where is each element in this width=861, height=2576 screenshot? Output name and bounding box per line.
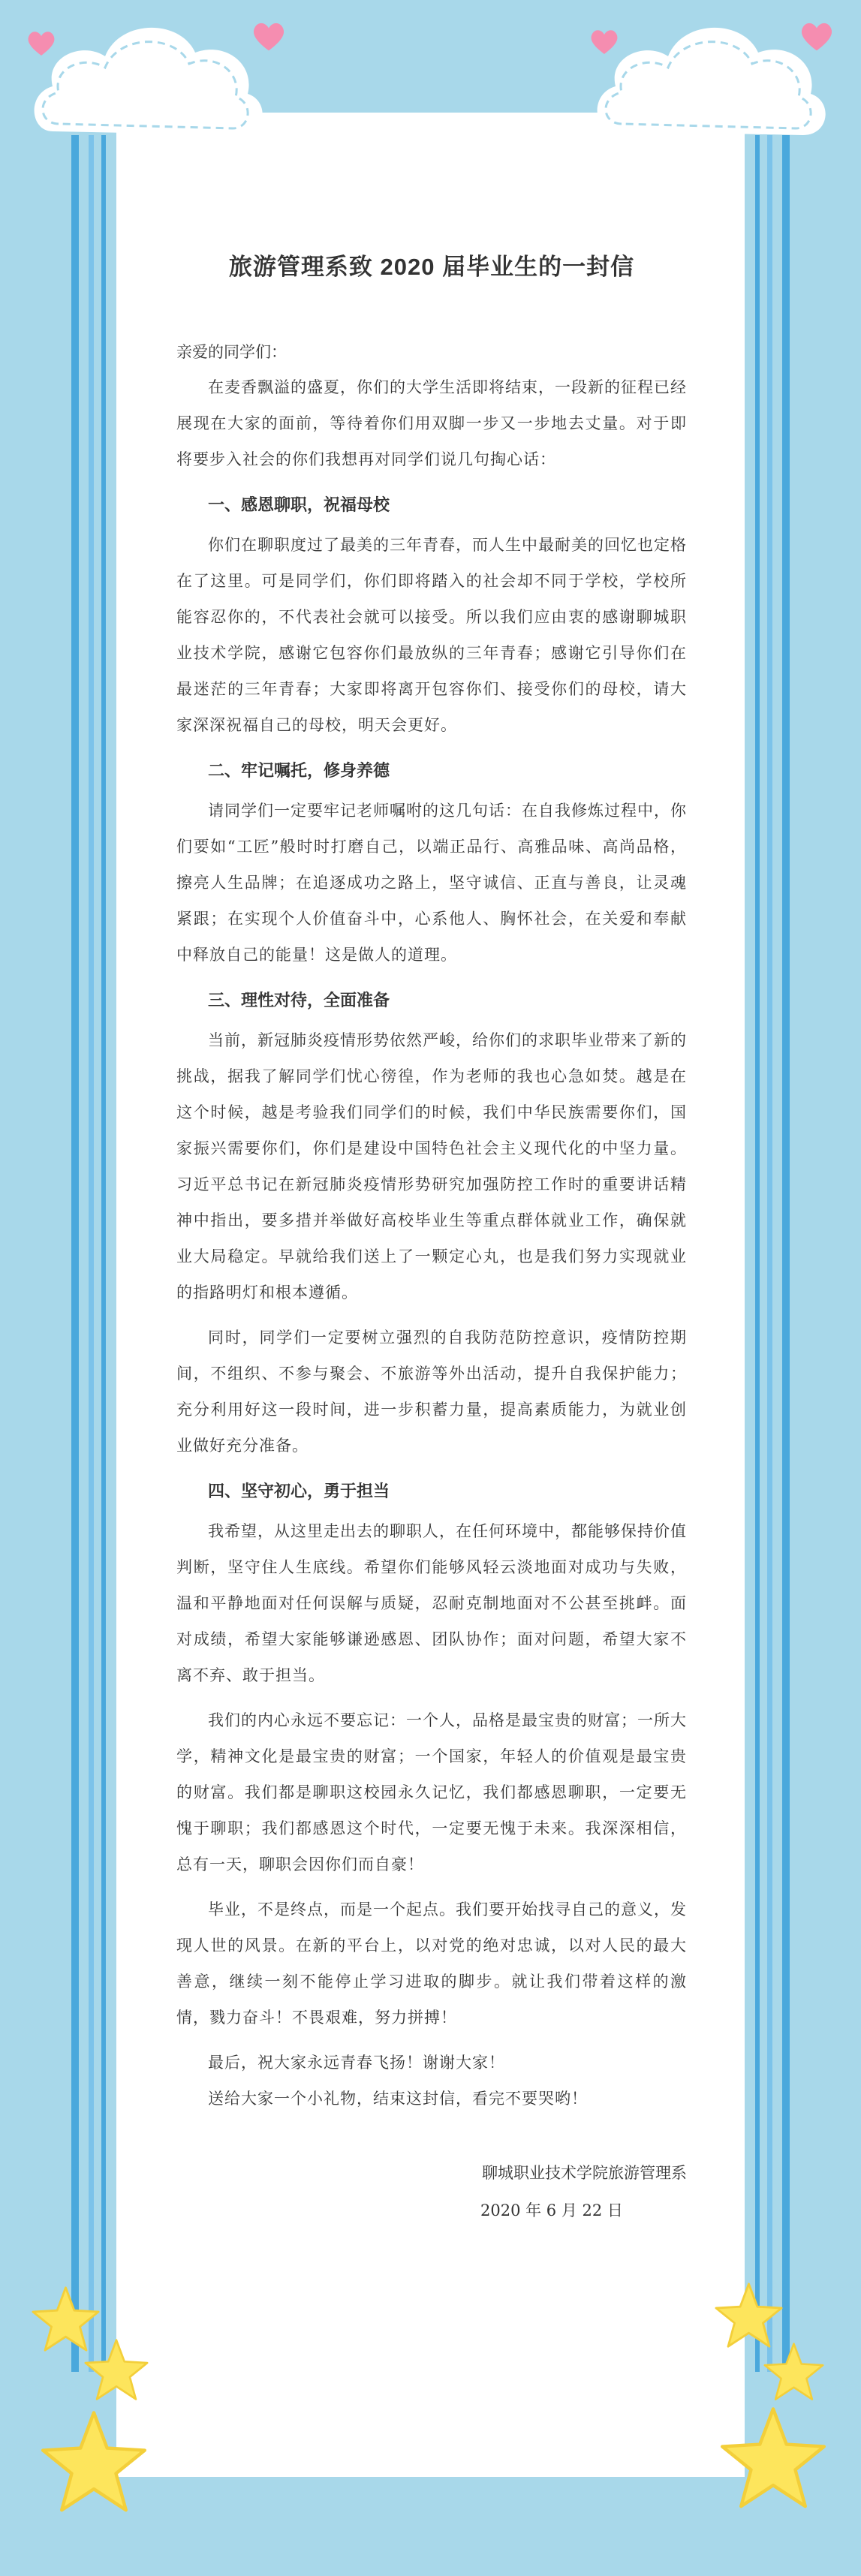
right-stripe-outer	[782, 135, 790, 2372]
section-heading: 四、坚守初心，勇于担当	[208, 1482, 390, 1500]
section-paragraph: 当前，新冠肺炎疫情形势依然严峻，给你们的求职毕业带来了新的挑战，据我了解同学们忧心徬徨，作为老师的我也心急如焚。越是在这个时候，越是考验我们同学们的时候，我们中华民族需要你们，国家振兴需要你们，你们是建设中国特色社会主义现代化的中坚力量。习近平总书记在新冠肺炎疫情形势研究加强防控工作时的重要讲话精神中指出，要多措并举做好高校毕业生等重点群体就业工作，确保就业大局稳定。早就给我们送上了一颗定心丸，也是我们努力实现就业的指路明灯和根本遵循。	[176, 1031, 687, 1302]
right-stripe-middle	[767, 135, 772, 2372]
left-stripe-inner	[101, 135, 106, 2372]
section-paragraph: 我们的内心永远不要忘记：一个人，品格是最宝贵的财富；一所大学，精神文化是最宝贵的财富；一个国家，年轻人的价值观是最宝贵的财富。我们都是聊职这校园永久记忆，我们都感恩聊职，一定要无愧于聊职；我们都感恩这个时代，一定要无愧于未来。我深深相信，总有一天，聊职会因你们而自豪！	[176, 1711, 687, 1873]
cloud-icon	[586, 11, 833, 169]
heart-icon	[26, 30, 56, 57]
signature: 聊城职业技术学院旅游管理系	[482, 2164, 687, 2182]
heart-icon	[799, 21, 834, 53]
section-heading: 二、牢记嘱托，修身养德	[208, 761, 390, 780]
letter-date: 2020 年 6 月 22 日	[480, 2201, 623, 2219]
left-stripe-outer	[71, 135, 79, 2372]
left-stripe-middle	[89, 135, 94, 2372]
section-paragraph: 最后，祝大家永远青春飞扬！谢谢大家！	[208, 2054, 505, 2072]
section-paragraph: 同时，同学们一定要树立强烈的自我防范防控意识，疫情防控期间，不组织、不参与聚会、不旅游等外出活动，提升自我保护能力；充分利用好这一段时间，进一步积蓄力量，提高素质能力，为就业创业做好充分准备。	[176, 1329, 687, 1455]
greeting: 亲爱的同学们：	[176, 343, 287, 361]
right-stripe-inner	[755, 135, 760, 2372]
section-heading: 一、感恩聊职，祝福母校	[208, 495, 390, 514]
section-heading: 三、理性对待，全面准备	[208, 991, 390, 1010]
star-icon	[83, 2338, 150, 2402]
star-icon	[762, 2342, 826, 2402]
letter-content	[176, 248, 687, 2229]
section-paragraph: 毕业，不是终点，而是一个起点。我们要开始找寻自己的意义，发现人世的风景。在新的平台上，以对党的绝对忠诚，以对人民的最大善意，继续一刻不能停止学习进取的脚步。就让我们带着这样的激情，戮力奋斗！不畏艰难，努力拼搏！	[176, 1900, 687, 2027]
star-icon	[38, 2409, 150, 2514]
star-icon	[717, 2406, 829, 2511]
section-paragraph: 你们在聊职度过了最美的三年青春，而人生中最耐美的回忆也定格在了这里。可是同学们，你们即将踏入的社会却不同于学校，学校所能容忍你的，不代表社会就可以接受。所以我们应由衷的感谢聊城职业技术学院，感谢它包容你们最放纵的三年青春；感谢它引导你们在最迷茫的三年青春；大家即将离开包容你们、接受你们的母校，请大家深深祝福自己的母校，明天会更好。	[176, 536, 687, 734]
star-icon	[713, 2282, 784, 2349]
section-paragraph: 我希望，从这里走出去的聊职人，在任何环境中，都能够保持价值判断，坚守住人生底线。希望你们能够风轻云淡地面对成功与失败，温和平静地面对任何误解与质疑，忍耐克制地面对不公甚至挑衅。面对成绩，希望大家能够谦逊感恩、团队协作；面对问题，希望大家不离不弃、敢于担当。	[176, 1522, 687, 1684]
section-paragraph: 送给大家一个小礼物，结束这封信，看完不要哭哟！	[208, 2090, 588, 2108]
intro-paragraph: 在麦香飘溢的盛夏，你们的大学生活即将结束，一段新的征程已经展现在大家的面前，等待着你们用双脚一步又一步地去丈量。对于即将要步入社会的你们我想再对同学们说几句掏心话：	[176, 378, 687, 468]
section-paragraph: 请同学们一定要牢记老师嘱咐的这几句话：在自我修炼过程中，你们要如“工匠”般时时打磨自己，以端正品行、高雅品味、高尚品格，擦亮人生品牌；在追逐成功之路上，坚守诚信、正直与善良，让灵魂紧跟；在实现个人价值奋斗中，心系他人、胸怀社会，在关爱和奉献中释放自己的能量！这是做人的道理。	[176, 802, 687, 964]
cloud-icon	[23, 11, 270, 169]
letter-title: 旅游管理系致 2020 届毕业生的一封信	[228, 254, 635, 280]
heart-icon	[251, 21, 286, 53]
heart-icon	[589, 29, 619, 56]
